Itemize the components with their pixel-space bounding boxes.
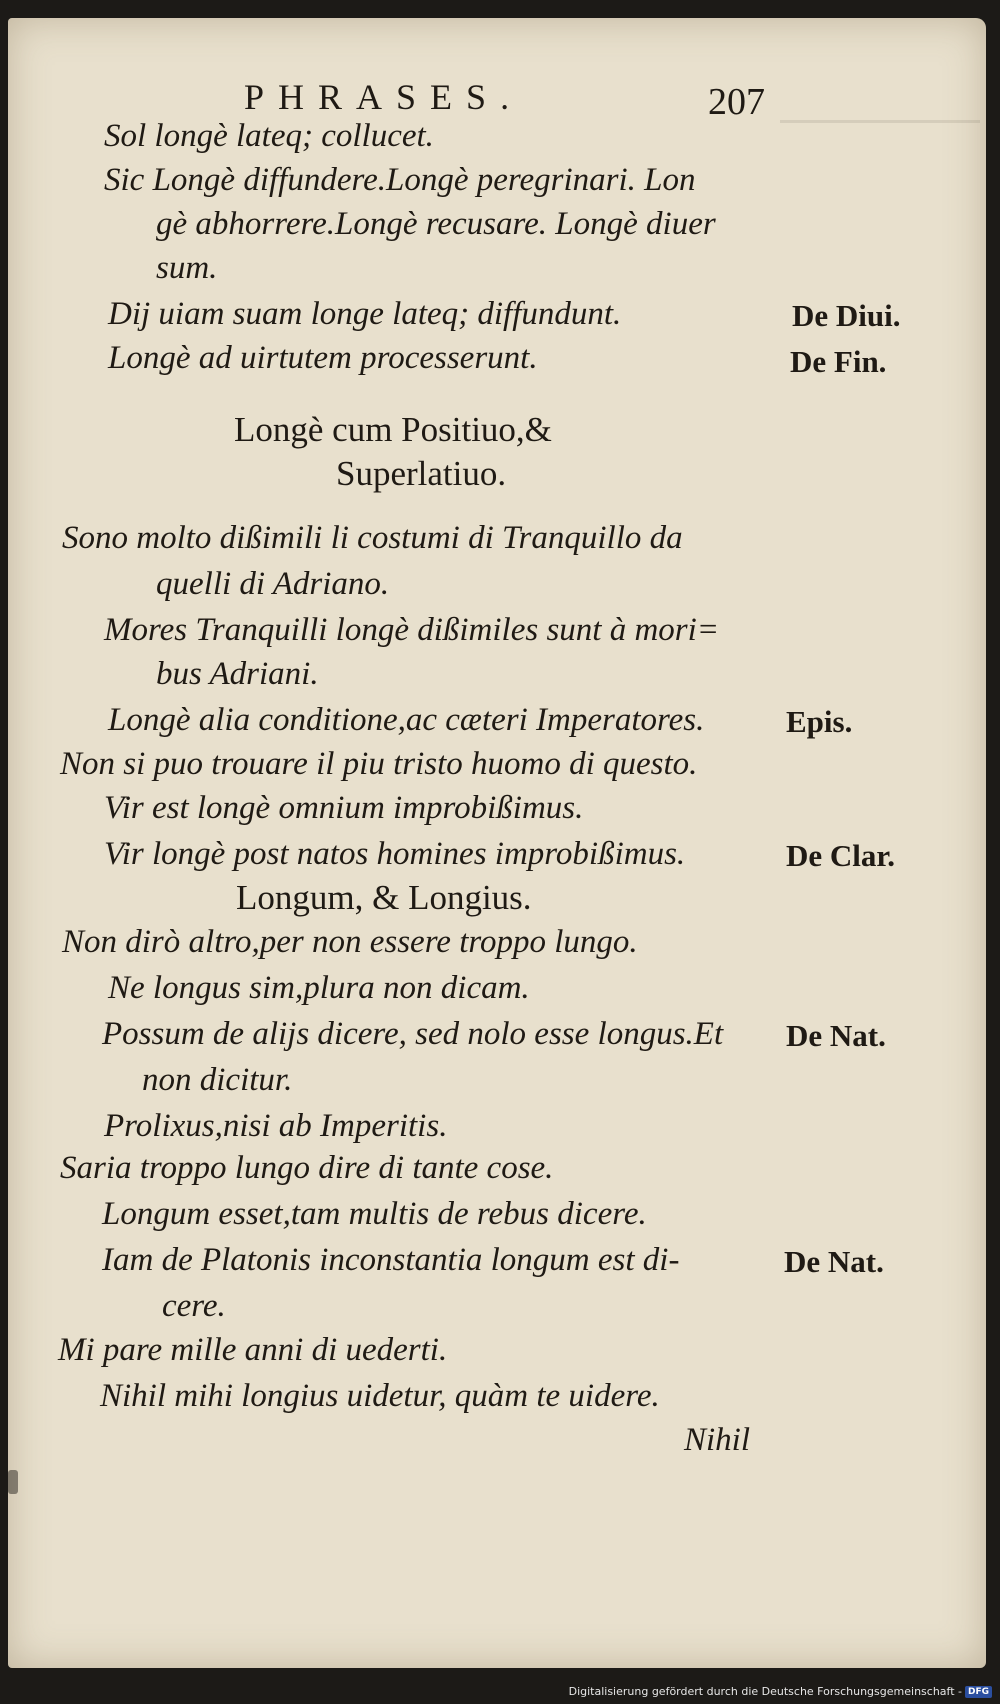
text-line: Vir est longè omnium improbißimus. (104, 790, 584, 826)
margin-reference: De Nat. (786, 1018, 886, 1053)
section-heading: Superlatiuo. (336, 454, 507, 493)
text-line: Ne longus sim,plura non dicam. (108, 970, 530, 1006)
text-line: Iam de Platonis inconstantia longum est di- (102, 1242, 680, 1278)
text-line: cere. (162, 1288, 226, 1324)
binding-mark (8, 1470, 18, 1494)
text-line: Mi pare mille anni di uederti. (58, 1332, 448, 1368)
digitization-credit (569, 1685, 992, 1698)
text-line: Longum esset,tam multis de rebus dicere. (102, 1196, 647, 1232)
margin-reference: Epis. (786, 704, 853, 739)
page-number: 207 (708, 81, 765, 123)
credit-text: Digitalisierung gefördert durch die Deutsche Forschungsgemeinschaft - (568, 1685, 962, 1698)
text-line: Sol longè lateq; collucet. (104, 118, 434, 154)
catchword: Nihil (684, 1422, 751, 1458)
text-line: Sono molto dißimili li costumi di Tranquillo da (62, 520, 683, 556)
text-line: gè abhorrere.Longè recusare. Longè diuer (156, 206, 716, 242)
margin-reference: De Clar. (786, 838, 896, 873)
text-line: non dicitur. (142, 1062, 293, 1098)
text-line: Sic Longè diffundere.Longè peregrinari. Lon (104, 162, 696, 198)
section-heading: Longè cum Positiuo,& (234, 410, 552, 449)
section-heading: Longum, & Longius. (236, 878, 532, 917)
text-line: Prolixus,nisi ab Imperitis. (104, 1108, 448, 1144)
margin-reference: De Fin. (790, 344, 887, 379)
text-line: Dij uiam suam longe lateq; diffundunt. (108, 296, 622, 332)
margin-reference: De Nat. (784, 1244, 884, 1279)
running-header: PHRASES. (244, 77, 524, 117)
text-line: Longè ad uirtutem processerunt. (108, 340, 538, 376)
text-line: Non dirò altro,per non essere troppo lungo. (62, 924, 638, 960)
text-line: sum. (156, 250, 218, 286)
text-line: Non si puo trouare il piu tristo huomo di questo. (60, 746, 698, 782)
text-line: Mores Tranquilli longè dißimiles sunt à mori= (104, 612, 720, 648)
text-line: Possum de alijs dicere, sed nolo esse longus.Et (102, 1016, 724, 1052)
text-line: Nihil mihi longius uidetur, quàm te uidere. (100, 1378, 660, 1414)
text-line: Longè alia conditione,ac cæteri Imperatores. (108, 702, 705, 738)
text-line: Vir longè post natos homines improbißimus. (104, 836, 686, 872)
bleed-through-decoration (780, 120, 980, 143)
dfg-logo: DFG (965, 1686, 992, 1698)
margin-reference: De Diui. (792, 298, 901, 333)
text-line: bus Adriani. (156, 656, 319, 692)
text-line: Saria troppo lungo dire di tante cose. (60, 1150, 554, 1186)
text-line: quelli di Adriano. (156, 566, 390, 602)
